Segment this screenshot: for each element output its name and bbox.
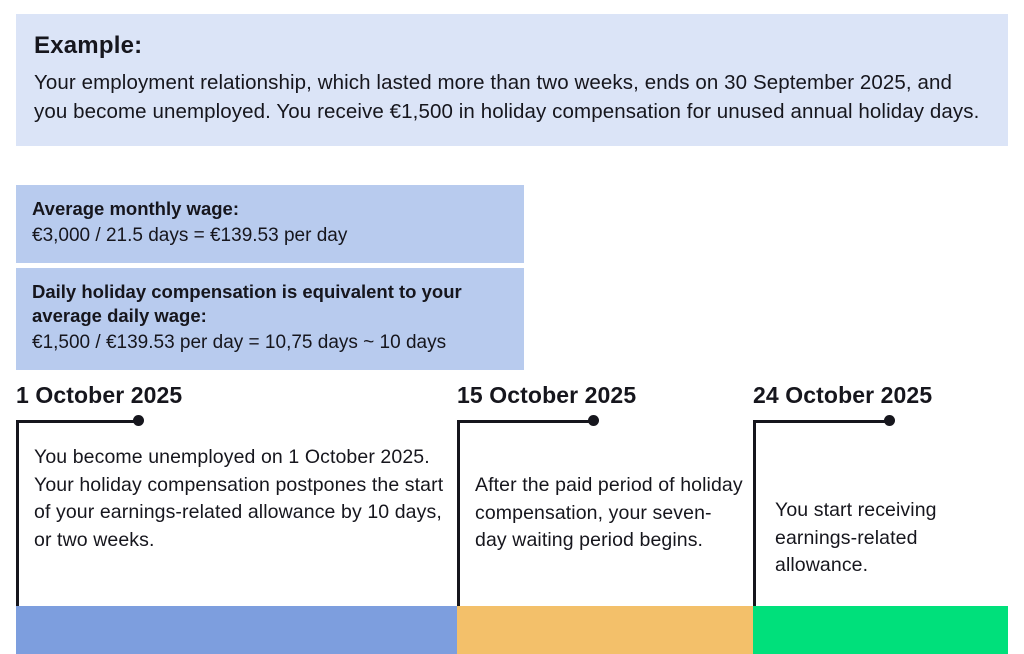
milestone-stem	[457, 420, 460, 606]
info-box-daily-holiday-compensation	[16, 268, 524, 370]
milestone-rule	[16, 420, 138, 423]
milestone-date: 15 October 2025	[457, 382, 637, 408]
timeline-milestone-1	[16, 382, 457, 654]
milestone-text: You become unemployed on 1 October 2025. Your holiday compensation postpones the start of your earnings-related allowance by 10 days, or two weeks.	[34, 446, 444, 552]
milestone-date: 1 October 2025	[16, 382, 183, 408]
milestone-bar	[753, 606, 1008, 654]
example-body: Your employment relationship, which lasted more than two weeks, ends on 30 September 2025, and you become unemployed. You receive €1,500 in holiday compensation for unused annual holiday days.	[34, 71, 980, 124]
milestone-rule	[457, 420, 594, 423]
milestone-stem	[753, 420, 756, 606]
milestone-text: You start receiving earnings-related allowance.	[775, 499, 937, 577]
info-box-value: €3,000 / 21.5 days = €139.53 per day	[32, 225, 348, 247]
milestone-dot	[133, 415, 144, 426]
example-title: Example:	[34, 32, 143, 59]
milestone-bar	[457, 606, 753, 654]
timeline	[0, 382, 1024, 654]
example-callout	[16, 14, 1008, 146]
milestone-bar	[16, 606, 457, 654]
timeline-milestone-3	[753, 382, 1008, 654]
timeline-milestone-2	[457, 382, 753, 654]
info-box-value: €1,500 / €139.53 per day = 10,75 days ~ 10 days	[32, 332, 447, 354]
milestone-dot	[884, 415, 895, 426]
milestone-dot	[588, 415, 599, 426]
info-box-title: Daily holiday compensation is equivalent to your average daily wage:	[32, 281, 462, 327]
milestone-text: After the paid period of holiday compensation, your seven-day waiting period begins.	[475, 474, 743, 552]
milestone-date: 24 October 2025	[753, 382, 933, 408]
info-box-average-monthly-wage	[16, 185, 524, 263]
milestone-rule	[753, 420, 890, 423]
info-box-title: Average monthly wage:	[32, 198, 239, 219]
milestone-stem	[16, 420, 19, 606]
